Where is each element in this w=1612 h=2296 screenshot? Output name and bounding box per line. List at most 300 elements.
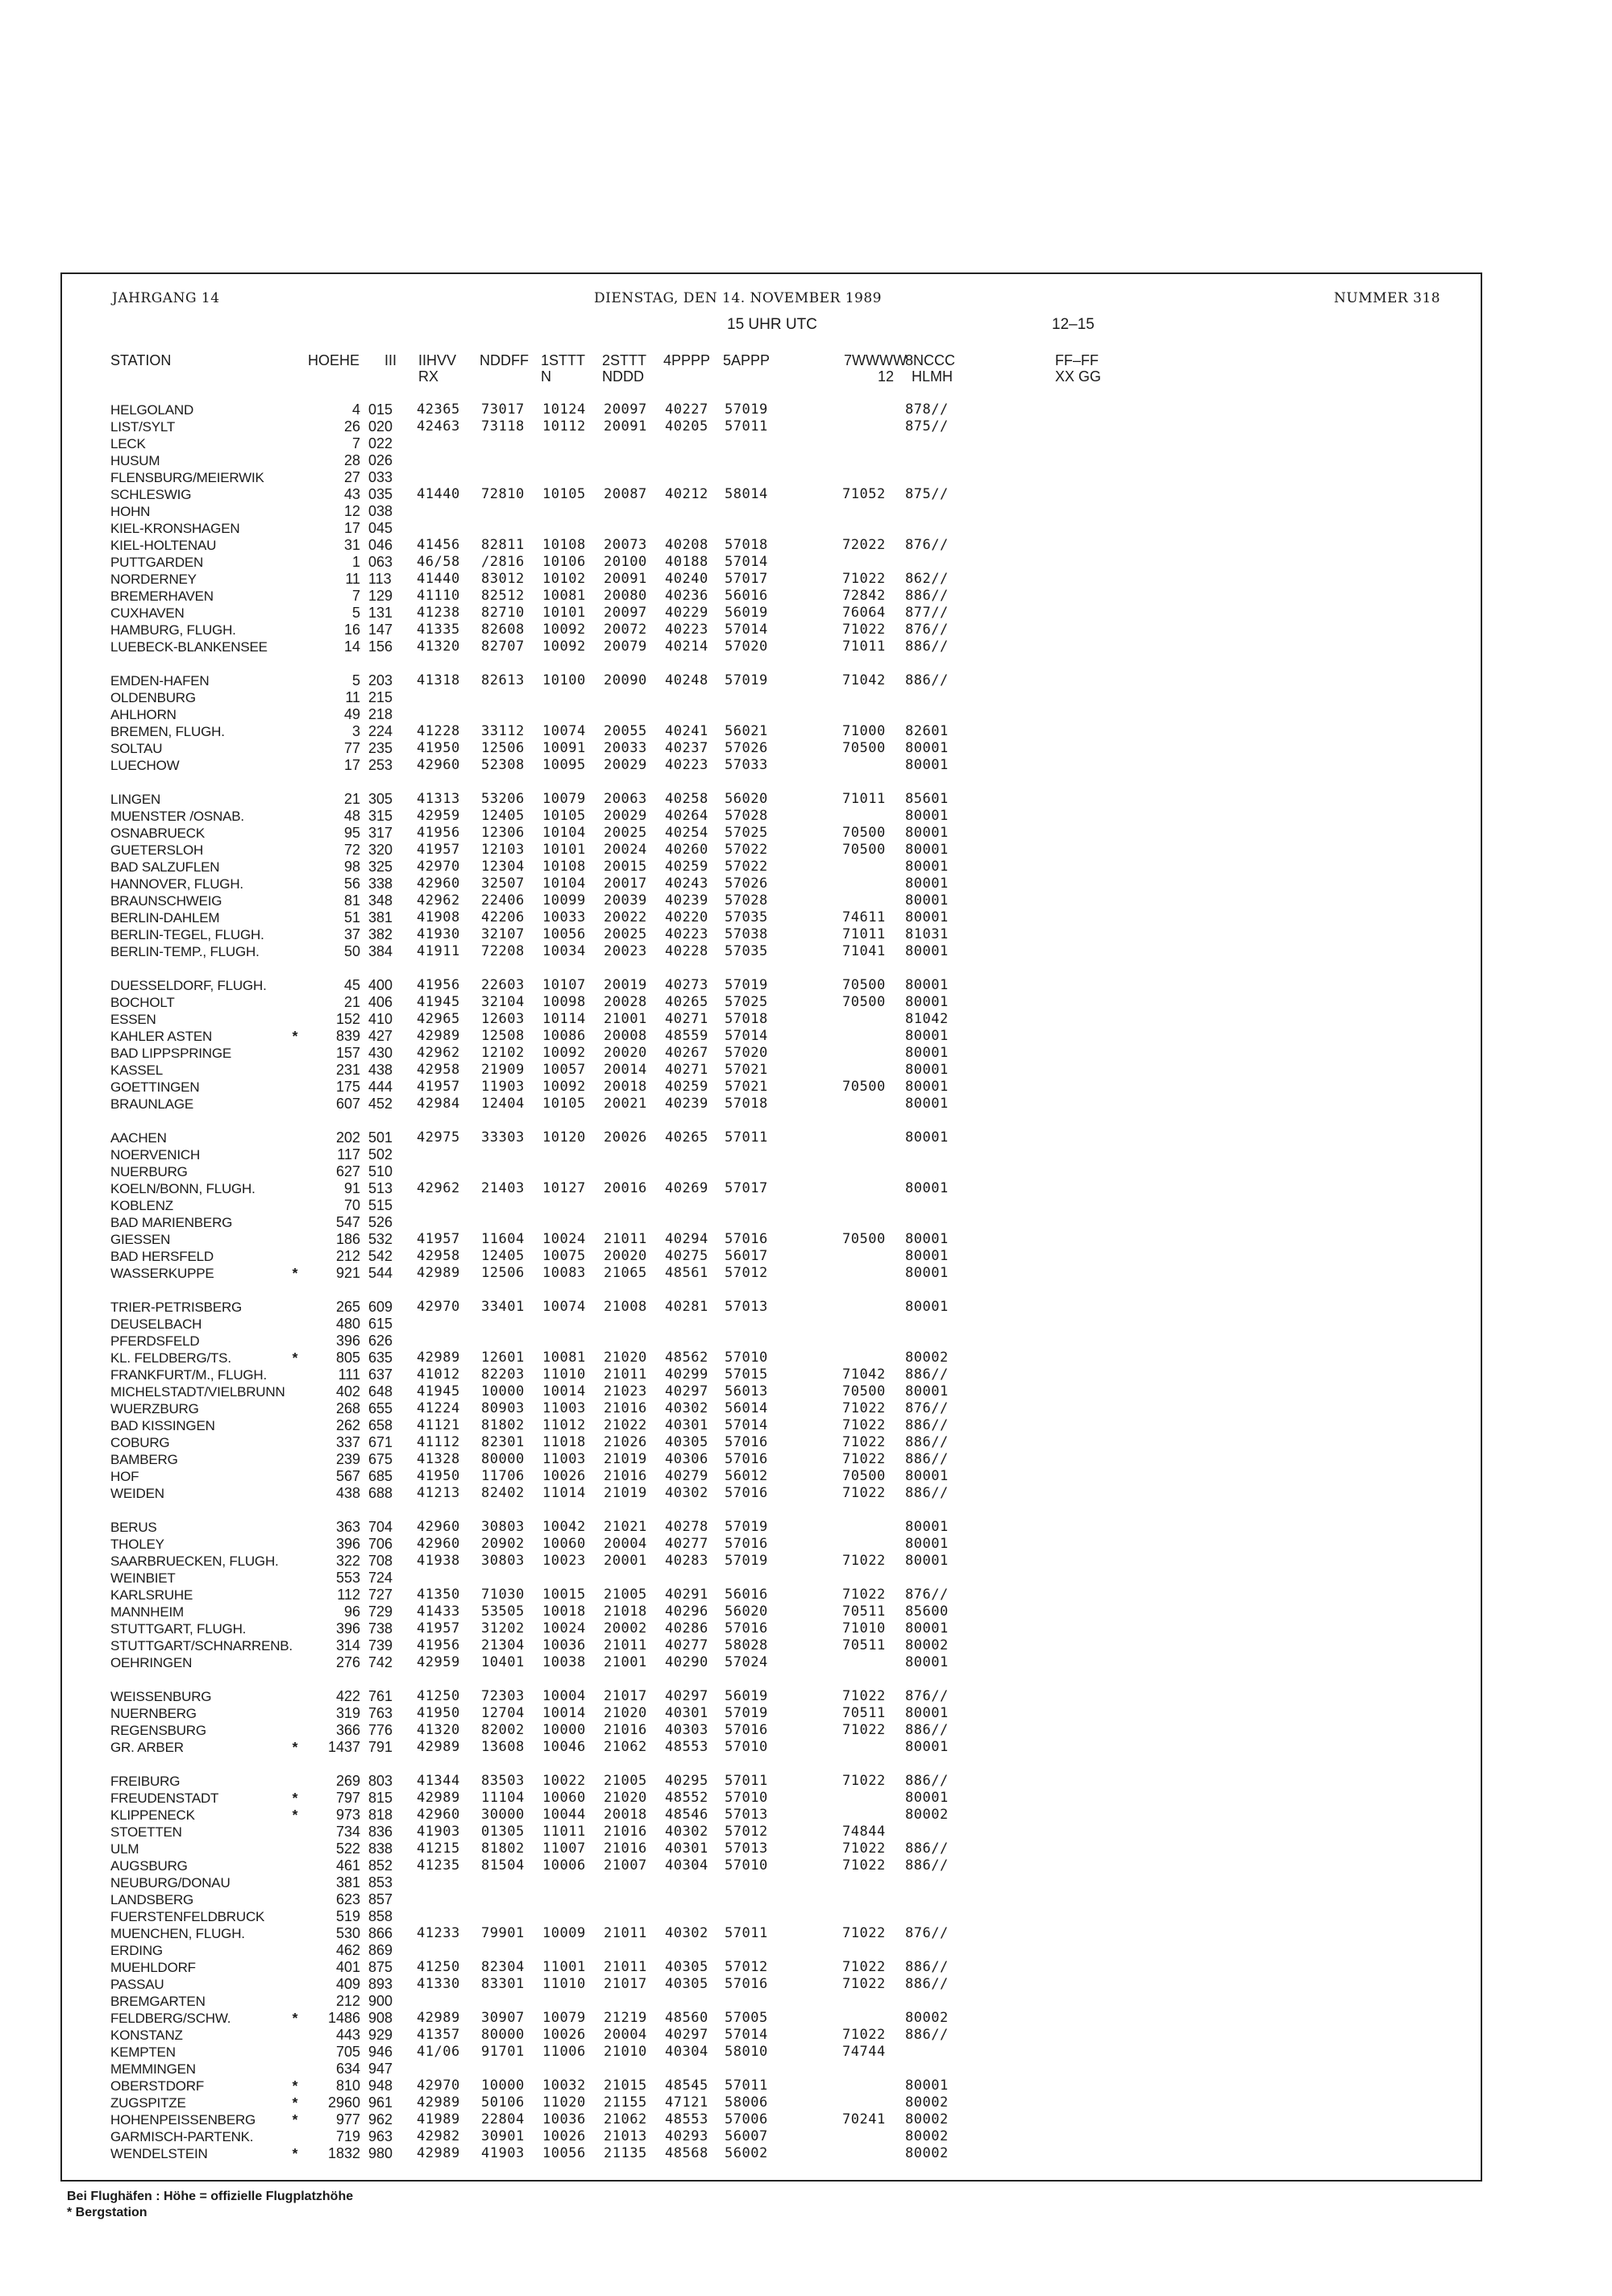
code-group-4: 20087 bbox=[604, 486, 647, 502]
station-name: BAD LIPPSPRINGE bbox=[110, 1046, 232, 1061]
station-height: 3 bbox=[351, 723, 360, 739]
code-group-3: 11006 bbox=[542, 2044, 586, 2060]
mountain-marker: * bbox=[292, 2145, 298, 2161]
code-group-4: 21155 bbox=[604, 2094, 647, 2111]
code-group-6: 56016 bbox=[725, 588, 768, 604]
table-row bbox=[62, 706, 1481, 723]
code-group-6: 56014 bbox=[725, 1400, 768, 1416]
code-group-2: 33303 bbox=[481, 1129, 525, 1146]
code-group-8: 80001 bbox=[905, 757, 949, 773]
code-group-2: 91701 bbox=[481, 2044, 525, 2060]
code-group-4: 21062 bbox=[604, 2111, 647, 2128]
code-group-5: 48546 bbox=[665, 1807, 708, 1823]
code-group-5: 40269 bbox=[665, 1180, 708, 1196]
code-group-6: 57020 bbox=[725, 1045, 768, 1061]
table-row bbox=[62, 2094, 1481, 2111]
code-group-2: 22406 bbox=[481, 892, 525, 909]
code-group-3: 10023 bbox=[542, 1553, 586, 1569]
code-group-6: 56019 bbox=[725, 605, 768, 621]
station-name: FUERSTENFELDBRUCK bbox=[110, 1909, 265, 1924]
code-group-5: 40271 bbox=[665, 1062, 708, 1078]
station-index: 900 bbox=[368, 1993, 393, 2009]
code-group-8: 81031 bbox=[905, 926, 949, 942]
code-group-2: 12506 bbox=[481, 1265, 525, 1281]
code-group-3: 10024 bbox=[542, 1620, 586, 1637]
code-group-6: 58014 bbox=[725, 486, 768, 502]
code-group-5: 40208 bbox=[665, 537, 708, 553]
code-group-6: 57016 bbox=[725, 1536, 768, 1552]
code-group-5: 40239 bbox=[665, 892, 708, 909]
code-group-5: 40240 bbox=[665, 571, 708, 587]
station-name: SCHLESWIG bbox=[110, 487, 192, 502]
station-index: 946 bbox=[368, 2044, 393, 2060]
code-group-5: 40295 bbox=[665, 1773, 708, 1789]
station-index: 320 bbox=[368, 842, 393, 858]
code-group-6: 57035 bbox=[725, 909, 768, 925]
station-height: 634 bbox=[335, 2061, 360, 2077]
station-name: COBURG bbox=[110, 1435, 170, 1450]
code-group-7: 71022 bbox=[842, 1841, 886, 1857]
station-index: 738 bbox=[368, 1620, 393, 1637]
code-group-8: 875// bbox=[905, 418, 949, 435]
code-group-6: 57020 bbox=[725, 638, 768, 655]
station-name: WEINBIET bbox=[110, 1570, 176, 1586]
station-name: REGENSBURG bbox=[110, 1723, 206, 1738]
station-height: 319 bbox=[335, 1705, 360, 1721]
station-name: NOERVENICH bbox=[110, 1147, 201, 1163]
code-group-3: 10060 bbox=[542, 1536, 586, 1552]
station-name: BRAUNLAGE bbox=[110, 1096, 194, 1112]
station-name: SAARBRUECKEN, FLUGH. bbox=[110, 1554, 279, 1569]
code-group-6: 57022 bbox=[725, 859, 768, 875]
code-group-1: 42989 bbox=[417, 2010, 460, 2026]
code-group-3: 10042 bbox=[542, 1519, 586, 1535]
station-height: 96 bbox=[343, 1603, 360, 1620]
code-group-6: 57021 bbox=[725, 1079, 768, 1095]
code-group-3: 10074 bbox=[542, 1299, 586, 1315]
code-group-1: 41440 bbox=[417, 571, 460, 587]
code-group-5: 40294 bbox=[665, 1231, 708, 1247]
station-index: 704 bbox=[368, 1519, 393, 1535]
code-group-2: 12405 bbox=[481, 1248, 525, 1264]
station-name: BAD MARIENBERG bbox=[110, 1215, 233, 1230]
code-group-6: 57018 bbox=[725, 1096, 768, 1112]
code-group-3: 10006 bbox=[542, 1857, 586, 1874]
code-group-8: 80001 bbox=[905, 1248, 949, 1264]
station-name: MANNHEIM bbox=[110, 1604, 184, 1620]
station-name: ULM bbox=[110, 1841, 139, 1857]
table-row bbox=[62, 1045, 1481, 1062]
code-group-1: 41440 bbox=[417, 486, 460, 502]
code-group-6: 57019 bbox=[725, 1519, 768, 1535]
code-group-8: 876// bbox=[905, 537, 949, 553]
code-group-8: 85600 bbox=[905, 1603, 949, 1620]
station-index: 626 bbox=[368, 1333, 393, 1349]
station-name: PFERDSFELD bbox=[110, 1333, 200, 1349]
code-group-2: 12506 bbox=[481, 740, 525, 756]
station-index: 857 bbox=[368, 1891, 393, 1907]
code-group-4: 21011 bbox=[604, 1925, 647, 1941]
station-index: 215 bbox=[368, 689, 393, 705]
station-index: 452 bbox=[368, 1096, 393, 1112]
table-row bbox=[62, 1976, 1481, 1993]
station-index: 685 bbox=[368, 1468, 393, 1484]
code-group-8: 876// bbox=[905, 1925, 949, 1941]
col-nddff: NDDFF bbox=[480, 352, 529, 368]
code-group-1: 41215 bbox=[417, 1841, 460, 1857]
station-index: 147 bbox=[368, 622, 393, 638]
code-group-4: 20001 bbox=[604, 1553, 647, 1569]
station-name: GR. ARBER bbox=[110, 1740, 184, 1755]
code-group-2: 53505 bbox=[481, 1603, 525, 1620]
station-index: 948 bbox=[368, 2078, 393, 2094]
station-height: 547 bbox=[335, 1214, 360, 1230]
station-name: SOLTAU bbox=[110, 741, 163, 756]
station-height: 27 bbox=[343, 469, 360, 485]
station-name: BREMEN, FLUGH. bbox=[110, 724, 225, 739]
station-index: 315 bbox=[368, 808, 393, 824]
station-name: GIESSEN bbox=[110, 1232, 171, 1247]
station-height: 17 bbox=[343, 757, 360, 773]
table-row bbox=[62, 1620, 1481, 1637]
station-height: 322 bbox=[335, 1553, 360, 1569]
code-group-5: 40271 bbox=[665, 1011, 708, 1027]
code-group-7: 71011 bbox=[842, 638, 886, 655]
code-group-8: 886// bbox=[905, 2027, 949, 2043]
station-name: KOBLENZ bbox=[110, 1198, 173, 1213]
code-group-6: 57025 bbox=[725, 825, 768, 841]
code-group-1: 41235 bbox=[417, 1857, 460, 1874]
code-group-2: 21304 bbox=[481, 1637, 525, 1653]
code-group-2: 11706 bbox=[481, 1468, 525, 1484]
code-group-3: 10032 bbox=[542, 2078, 586, 2094]
station-index: 020 bbox=[368, 418, 393, 435]
table-row bbox=[62, 757, 1481, 774]
station-name: OSNABRUECK bbox=[110, 826, 206, 841]
code-group-7: 71011 bbox=[842, 791, 886, 807]
station-height: 175 bbox=[335, 1079, 360, 1095]
station-index: 724 bbox=[368, 1570, 393, 1586]
code-group-1: 46/58 bbox=[417, 554, 460, 570]
code-group-4: 20100 bbox=[604, 554, 647, 570]
observation-time: 15 UHR UTC bbox=[727, 316, 817, 333]
code-group-2: 41903 bbox=[481, 2145, 525, 2161]
code-group-6: 57012 bbox=[725, 1265, 768, 1281]
station-height: 409 bbox=[335, 1976, 360, 1992]
table-row bbox=[62, 1891, 1481, 1908]
station-name: MUEHLDORF bbox=[110, 1960, 196, 1975]
code-group-5: 40306 bbox=[665, 1451, 708, 1467]
code-group-2: 82402 bbox=[481, 1485, 525, 1501]
code-group-6: 56021 bbox=[725, 723, 768, 739]
code-group-6: 57016 bbox=[725, 1231, 768, 1247]
code-group-4: 21019 bbox=[604, 1485, 647, 1501]
code-group-1: 42960 bbox=[417, 1519, 460, 1535]
code-group-8: 80001 bbox=[905, 1383, 949, 1400]
station-height: 212 bbox=[335, 1248, 360, 1264]
code-group-5: 40305 bbox=[665, 1959, 708, 1975]
code-group-1: 42984 bbox=[417, 1096, 460, 1112]
code-group-3: 10044 bbox=[542, 1807, 586, 1823]
mountain-marker: * bbox=[292, 1807, 298, 1823]
code-group-1: 41957 bbox=[417, 1620, 460, 1637]
code-group-3: 10014 bbox=[542, 1383, 586, 1400]
code-group-3: 10014 bbox=[542, 1705, 586, 1721]
code-group-1: 41357 bbox=[417, 2027, 460, 2043]
code-group-1: 41228 bbox=[417, 723, 460, 739]
code-group-4: 20091 bbox=[604, 418, 647, 435]
code-group-1: 42982 bbox=[417, 2128, 460, 2144]
code-group-1: 41330 bbox=[417, 1976, 460, 1992]
code-group-7: 70511 bbox=[842, 1603, 886, 1620]
code-group-8: 80002 bbox=[905, 1637, 949, 1653]
code-group-8: 80001 bbox=[905, 977, 949, 993]
code-group-4: 21018 bbox=[604, 1603, 647, 1620]
code-group-8: 85601 bbox=[905, 791, 949, 807]
code-group-5: 40278 bbox=[665, 1519, 708, 1535]
station-index: 706 bbox=[368, 1536, 393, 1552]
table-row bbox=[62, 1096, 1481, 1113]
code-group-5: 40214 bbox=[665, 638, 708, 655]
code-group-3: 10015 bbox=[542, 1587, 586, 1603]
code-group-7: 74844 bbox=[842, 1824, 886, 1840]
code-group-4: 21019 bbox=[604, 1451, 647, 1467]
code-group-7: 71011 bbox=[842, 926, 886, 942]
station-index: 947 bbox=[368, 2061, 393, 2077]
station-height: 12 bbox=[343, 503, 360, 519]
station-height: 26 bbox=[343, 418, 360, 435]
code-group-6: 57016 bbox=[725, 1434, 768, 1450]
code-group-8: 877// bbox=[905, 605, 949, 621]
station-height: 276 bbox=[335, 1654, 360, 1670]
station-index: 046 bbox=[368, 537, 393, 553]
volume-label: JAHRGANG 14 bbox=[112, 290, 220, 306]
code-group-1: 42989 bbox=[417, 2094, 460, 2111]
station-index: 381 bbox=[368, 909, 393, 925]
code-group-1: 41320 bbox=[417, 638, 460, 655]
table-row bbox=[62, 2027, 1481, 2044]
code-group-4: 20097 bbox=[604, 401, 647, 418]
code-group-8: 80001 bbox=[905, 1079, 949, 1095]
table-row bbox=[62, 503, 1481, 520]
table-row bbox=[62, 1333, 1481, 1350]
station-index: 980 bbox=[368, 2145, 393, 2161]
table-row bbox=[62, 825, 1481, 842]
code-group-5: 40301 bbox=[665, 1417, 708, 1433]
station-height: 973 bbox=[335, 1807, 360, 1823]
code-group-5: 40259 bbox=[665, 859, 708, 875]
code-group-6: 57019 bbox=[725, 672, 768, 688]
code-group-3: 10092 bbox=[542, 1079, 586, 1095]
station-index: 742 bbox=[368, 1654, 393, 1670]
code-group-6: 57013 bbox=[725, 1299, 768, 1315]
code-group-4: 21017 bbox=[604, 1976, 647, 1992]
station-table bbox=[62, 401, 1481, 2162]
code-group-6: 57018 bbox=[725, 537, 768, 553]
station-name: HANNOVER, FLUGH. bbox=[110, 876, 243, 892]
col-rx: RX bbox=[418, 368, 439, 385]
code-group-8: 876// bbox=[905, 622, 949, 638]
code-group-2: 30803 bbox=[481, 1553, 525, 1569]
code-group-3: 10075 bbox=[542, 1248, 586, 1264]
station-index: 338 bbox=[368, 876, 393, 892]
code-group-5: 48553 bbox=[665, 1739, 708, 1755]
table-row bbox=[62, 791, 1481, 808]
code-group-6: 57010 bbox=[725, 1857, 768, 1874]
station-name: LIST/SYLT bbox=[110, 419, 176, 435]
code-group-7: 70511 bbox=[842, 1705, 886, 1721]
station-height: 70 bbox=[343, 1197, 360, 1213]
code-group-4: 20018 bbox=[604, 1079, 647, 1095]
table-row bbox=[62, 1925, 1481, 1942]
mountain-marker: * bbox=[292, 1265, 298, 1281]
code-group-5: 40291 bbox=[665, 1587, 708, 1603]
table-row bbox=[62, 1366, 1481, 1383]
station-name: HOHENPEISSENBERG bbox=[110, 2112, 256, 2128]
station-name: NEUBURG/DONAU bbox=[110, 1875, 231, 1890]
code-group-5: 40302 bbox=[665, 1400, 708, 1416]
mountain-marker: * bbox=[292, 2111, 298, 2128]
code-group-8: 886// bbox=[905, 1366, 949, 1383]
code-group-6: 57019 bbox=[725, 401, 768, 418]
code-group-2: 20902 bbox=[481, 1536, 525, 1552]
code-group-3: 11003 bbox=[542, 1451, 586, 1467]
table-row bbox=[62, 588, 1481, 605]
code-group-2: 81504 bbox=[481, 1857, 525, 1874]
table-row bbox=[62, 689, 1481, 706]
code-group-1: 41456 bbox=[417, 537, 460, 553]
code-group-7: 71022 bbox=[842, 1688, 886, 1704]
station-height: 921 bbox=[335, 1265, 360, 1281]
table-row bbox=[62, 1197, 1481, 1214]
station-name: DEUSELBACH bbox=[110, 1316, 202, 1332]
station-index: 510 bbox=[368, 1163, 393, 1179]
code-group-6: 57010 bbox=[725, 1739, 768, 1755]
code-group-3: 10124 bbox=[542, 401, 586, 418]
code-group-2: 50106 bbox=[481, 2094, 525, 2111]
table-row bbox=[62, 1028, 1481, 1045]
station-index: 818 bbox=[368, 1807, 393, 1823]
table-row bbox=[62, 469, 1481, 486]
code-group-1: 41238 bbox=[417, 605, 460, 621]
table-row bbox=[62, 1587, 1481, 1603]
code-group-6: 57013 bbox=[725, 1807, 768, 1823]
code-group-5: 40304 bbox=[665, 2044, 708, 2060]
station-height: 519 bbox=[335, 1908, 360, 1924]
code-group-2: 12102 bbox=[481, 1045, 525, 1061]
table-row bbox=[62, 571, 1481, 588]
code-group-6: 57016 bbox=[725, 1485, 768, 1501]
code-group-6: 57014 bbox=[725, 554, 768, 570]
code-group-8: 886// bbox=[905, 1773, 949, 1789]
station-index: 763 bbox=[368, 1705, 393, 1721]
station-height: 269 bbox=[335, 1773, 360, 1789]
code-group-4: 20015 bbox=[604, 859, 647, 875]
code-group-6: 57024 bbox=[725, 1654, 768, 1670]
table-row bbox=[62, 1637, 1481, 1654]
code-group-5: 40248 bbox=[665, 672, 708, 688]
station-name: KAHLER ASTEN bbox=[110, 1029, 213, 1044]
code-group-1: 42959 bbox=[417, 1654, 460, 1670]
code-group-2: 82512 bbox=[481, 588, 525, 604]
station-height: 186 bbox=[335, 1231, 360, 1247]
code-group-7: 71022 bbox=[842, 1553, 886, 1569]
code-group-3: 10009 bbox=[542, 1925, 586, 1941]
code-group-5: 47121 bbox=[665, 2094, 708, 2111]
footnote-airports: Bei Flughäfen : Höhe = offizielle Flugplatzhöhe bbox=[67, 2190, 354, 2203]
code-group-5: 40254 bbox=[665, 825, 708, 841]
code-group-2: 10000 bbox=[481, 2078, 525, 2094]
code-group-7: 76064 bbox=[842, 605, 886, 621]
code-group-7: 70500 bbox=[842, 1468, 886, 1484]
station-index: 502 bbox=[368, 1146, 393, 1163]
code-group-4: 21062 bbox=[604, 1739, 647, 1755]
code-group-4: 21010 bbox=[604, 2044, 647, 2060]
table-row bbox=[62, 1959, 1481, 1976]
code-group-6: 56012 bbox=[725, 1468, 768, 1484]
code-group-5: 40275 bbox=[665, 1248, 708, 1264]
code-group-3: 10091 bbox=[542, 740, 586, 756]
station-index: 532 bbox=[368, 1231, 393, 1247]
code-group-3: 10092 bbox=[542, 622, 586, 638]
station-index: 542 bbox=[368, 1248, 393, 1264]
code-group-2: 82613 bbox=[481, 672, 525, 688]
station-name: MEMMINGEN bbox=[110, 2061, 196, 2077]
code-group-1: 42960 bbox=[417, 757, 460, 773]
station-index: 513 bbox=[368, 1180, 393, 1196]
code-group-2: 82811 bbox=[481, 537, 525, 553]
code-group-1: 42960 bbox=[417, 1536, 460, 1552]
code-group-4: 21008 bbox=[604, 1299, 647, 1315]
code-group-4: 21135 bbox=[604, 2145, 647, 2161]
table-row bbox=[62, 1942, 1481, 1959]
code-group-8: 886// bbox=[905, 1722, 949, 1738]
code-group-1: 41112 bbox=[417, 1434, 460, 1450]
station-index: 406 bbox=[368, 994, 393, 1010]
table-row bbox=[62, 2128, 1481, 2145]
station-index: 427 bbox=[368, 1028, 393, 1044]
station-index: 615 bbox=[368, 1316, 393, 1332]
table-row bbox=[62, 892, 1481, 909]
station-index: 203 bbox=[368, 672, 393, 688]
code-group-1: 41313 bbox=[417, 791, 460, 807]
code-group-6: 56013 bbox=[725, 1383, 768, 1400]
station-index: 836 bbox=[368, 1824, 393, 1840]
code-group-4: 21016 bbox=[604, 1722, 647, 1738]
station-height: 231 bbox=[335, 1062, 360, 1078]
code-group-7: 70500 bbox=[842, 842, 886, 858]
station-name: KL. FELDBERG/TS. bbox=[110, 1350, 231, 1366]
code-group-2: 12404 bbox=[481, 1096, 525, 1112]
code-group-4: 21017 bbox=[604, 1688, 647, 1704]
station-index: 688 bbox=[368, 1485, 393, 1501]
station-name: FREIBURG bbox=[110, 1774, 181, 1789]
issue-number: NUMMER 318 bbox=[1334, 290, 1441, 306]
code-group-3: 10026 bbox=[542, 1468, 586, 1484]
mountain-marker: * bbox=[292, 1790, 298, 1806]
code-group-2: 21403 bbox=[481, 1180, 525, 1196]
code-group-2: 82710 bbox=[481, 605, 525, 621]
station-name: WUERZBURG bbox=[110, 1401, 199, 1416]
code-group-2: 31202 bbox=[481, 1620, 525, 1637]
station-height: 530 bbox=[335, 1925, 360, 1941]
table-row bbox=[62, 1688, 1481, 1705]
code-group-6: 57026 bbox=[725, 740, 768, 756]
station-name: BERLIN-TEGEL, FLUGH. bbox=[110, 927, 264, 942]
code-group-5: 40302 bbox=[665, 1925, 708, 1941]
code-group-2: 33401 bbox=[481, 1299, 525, 1315]
code-group-6: 56016 bbox=[725, 1587, 768, 1603]
